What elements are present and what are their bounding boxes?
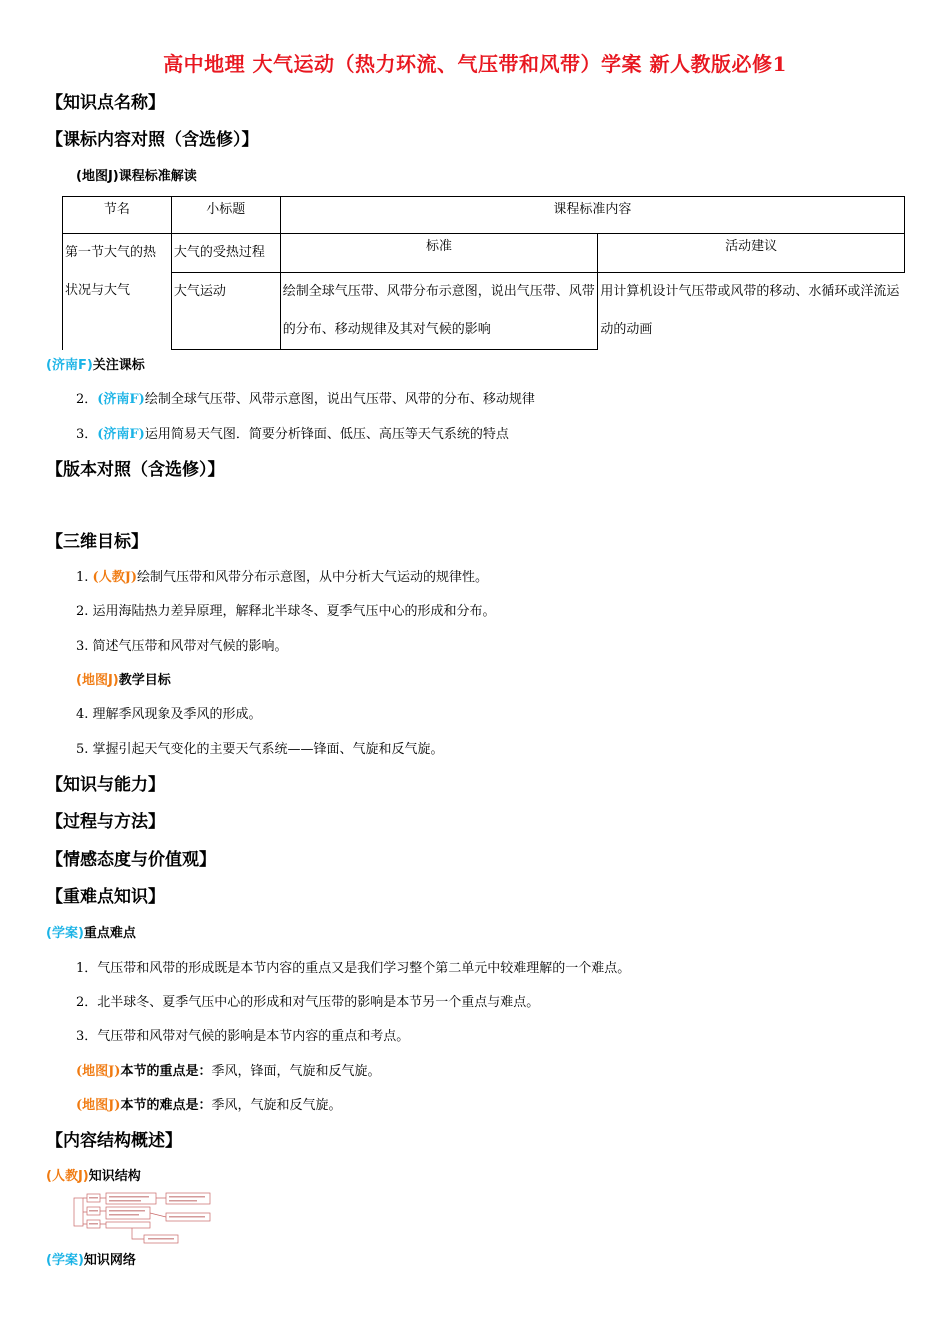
td-standard-text: 绘制全球气压带、风带分布示意图，说出气压带、风带的分布、移动规律及其对气候的影响: [280, 273, 598, 350]
heading-knowledge-ability: 【知识与能力】: [46, 775, 165, 795]
key-heading: [46, 922, 136, 941]
knowledge-structure-diagram: [72, 1191, 212, 1247]
focus-item-tag: (济南F): [97, 427, 145, 442]
network-label: 知识网络: [83, 1253, 136, 1268]
key-point-tag: (地图J): [76, 1064, 121, 1079]
focus-label: 关注课标: [92, 358, 145, 373]
th-section: 节名: [63, 197, 172, 234]
key-num: 1．: [76, 961, 98, 976]
key-text: 气压带和风带对气候的影响是本节内容的重点和考点。: [97, 1029, 410, 1044]
goal-num: 3.: [76, 639, 89, 654]
network-heading: [46, 1249, 136, 1268]
structure-heading: [46, 1165, 141, 1184]
curriculum-standard-table: [62, 196, 905, 350]
key-point-line: [76, 1060, 380, 1079]
heading-knowledge-name: 【知识点名称】: [46, 93, 165, 113]
key-point-text: 季风，锋面，气旋和反气旋。: [211, 1064, 381, 1079]
key-item-2: [76, 991, 539, 1010]
heading-process-method: 【过程与方法】: [46, 812, 165, 832]
key-num: 3．: [76, 1029, 98, 1044]
focus-item-tag: (济南F): [97, 392, 145, 407]
td-sub2: 大气运动: [171, 273, 280, 350]
difficult-point-tag: (地图J): [76, 1098, 121, 1113]
goal-item-5: [76, 738, 444, 757]
teach-goal-tag: (地图J): [76, 673, 119, 688]
focus-item-2: [76, 388, 535, 407]
teach-goal-heading: [76, 669, 171, 688]
key-item-1: [76, 957, 630, 976]
heading-standard-compare: 【课标内容对照（含选修）】: [46, 130, 259, 150]
goal-text: 理解季风现象及季风的形成。: [92, 707, 262, 722]
focus-tag: (济南F): [46, 358, 93, 373]
goal-item-2: [76, 600, 496, 619]
difficult-point-label: 本节的难点是：: [120, 1098, 212, 1113]
key-tag: (学案): [46, 926, 84, 941]
difficult-point-line: [76, 1094, 341, 1113]
goal-num: 2.: [76, 604, 89, 619]
heading-version-compare: 【版本对照（含选修）】: [46, 460, 225, 480]
focus-item-num: 2．: [76, 392, 98, 407]
document-title: 高中地理 大气运动（热力环流、气压带和风带）学案 新人教版必修1: [163, 52, 787, 76]
goal-tag: (人教J): [92, 570, 137, 585]
goal-item-3: [76, 635, 288, 654]
difficult-point-text: 季风，气旋和反气旋。: [211, 1098, 342, 1113]
key-text: 北半球冬、夏季气压中心的形成和对气压带的影响是本节另一个重点与难点。: [97, 995, 540, 1010]
focus-item-text: 运用简易天气图．简要分析锋面、低压、高压等天气系统的特点: [144, 427, 509, 442]
heading-structure-overview: 【内容结构概述】: [46, 1131, 182, 1151]
structure-label: 知识结构: [88, 1169, 141, 1184]
td-activity-text: 用计算机设计气压带或风带的移动、水循环或洋流运动的动画: [598, 273, 905, 350]
heading-emotion-value: 【情感态度与价值观】: [46, 850, 216, 870]
th-activity: 活动建议: [598, 234, 905, 273]
goal-text: 掌握引起天气变化的主要天气系统——锋面、气旋和反气旋。: [92, 742, 444, 757]
td-sub1: 大气的受热过程: [171, 234, 280, 273]
key-num: 2．: [76, 995, 98, 1010]
key-text: 气压带和风带的形成既是本节内容的重点又是我们学习整个第二单元中较难理解的一个难点。: [97, 961, 631, 976]
structure-tag: (人教J): [46, 1169, 89, 1184]
goal-text: 简述气压带和风带对气候的影响。: [92, 639, 288, 654]
heading-three-goals: 【三维目标】: [46, 532, 148, 552]
goal-text: 绘制气压带和风带分布示意图，从中分析大气运动的规律性。: [137, 570, 489, 585]
th-standard: 标准: [280, 234, 598, 273]
key-point-label: 本节的重点是：: [120, 1064, 212, 1079]
focus-item-num: 3．: [76, 427, 98, 442]
goal-item-4: [76, 703, 262, 722]
focus-item-text: 绘制全球气压带、风带示意图，说出气压带、风带的分布、移动规律: [144, 392, 535, 407]
goal-item-1: [76, 566, 488, 585]
heading-key-difficult: 【重难点知识】: [46, 887, 165, 907]
key-item-3: [76, 1025, 409, 1044]
std-caption: (地图J)课程标准解读: [76, 169, 197, 184]
td-section-name: 第一节大气的热状况与大气: [63, 234, 172, 350]
network-tag: (学案): [46, 1253, 84, 1268]
teach-goal-label: 教学目标: [118, 673, 171, 688]
goal-text: 运用海陆热力差异原理，解释北半球冬、夏季气压中心的形成和分布。: [92, 604, 496, 619]
key-label: 重点难点: [83, 926, 136, 941]
focus-heading: [46, 354, 145, 373]
goal-num: 1.: [76, 570, 89, 585]
th-content: 课程标准内容: [280, 197, 904, 234]
th-subtitle: 小标题: [171, 197, 280, 234]
goal-num: 4.: [76, 707, 89, 722]
focus-item-3: [76, 423, 509, 442]
goal-num: 5.: [76, 742, 89, 757]
